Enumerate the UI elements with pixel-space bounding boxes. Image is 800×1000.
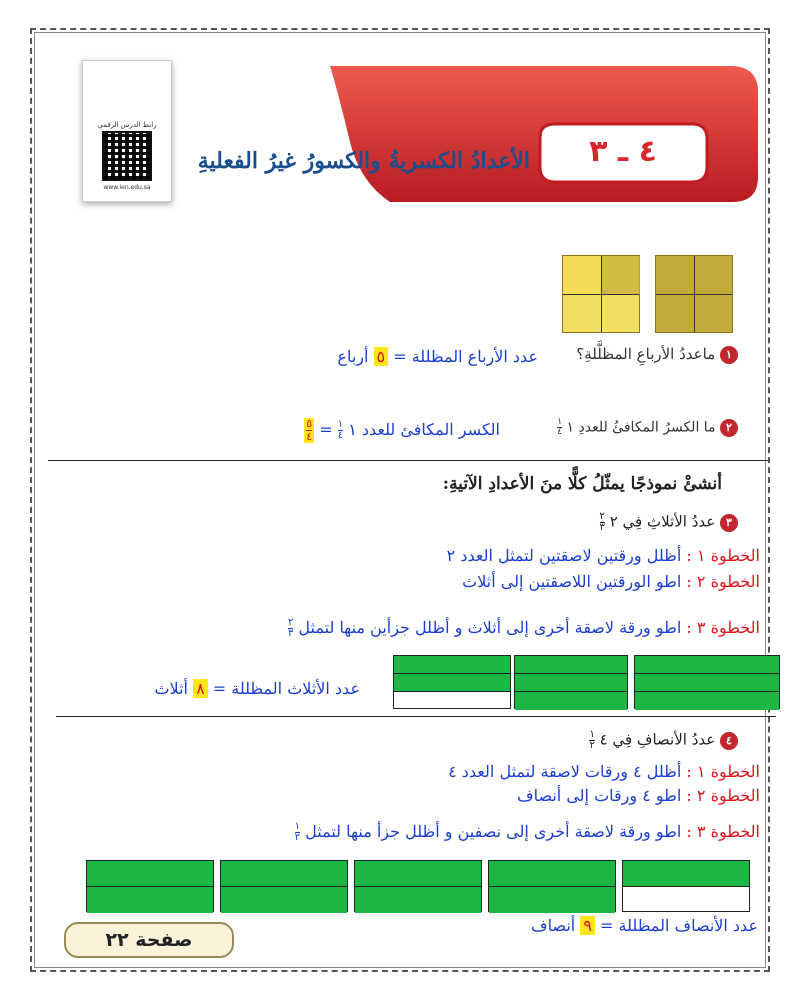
answer-prefix: عدد الأنصاف المظللة = [600, 916, 758, 935]
qr-code-icon [102, 131, 152, 181]
lesson-title: الأعدادُ الكسريةُ والكسورُ غيرُ الفعليةِ [197, 148, 530, 174]
q4-step-3 [295, 822, 760, 843]
question-1 [576, 345, 738, 364]
answer-suffix: أثلاث [154, 679, 188, 698]
answer-suffix: أرباع [337, 347, 369, 366]
step-text: اطو ورقة لاصقة أخرى إلى نصفين و أظلل جزأ منها لتمثل [305, 822, 682, 841]
question-2-answer: الكسر المكافئ للعدد ١ ١ ٤ = ٥ ٤ [306, 417, 500, 443]
question-3-fraction: ٢ ٣ [599, 511, 605, 533]
question-1-text: ماعددُ الأرباعِ المظلَّلةِ؟ [576, 345, 716, 363]
answer-prefix: عدد الأثلاث المظللة = [212, 679, 360, 698]
answer-result-fraction: ٥ ٤ [306, 417, 313, 443]
question-4-heading [589, 730, 738, 751]
step-label: الخطوة ٣ : [686, 822, 760, 841]
halves-strip-full [488, 860, 616, 912]
question-4-answer [531, 916, 758, 935]
qr-url: www.ien.edu.sa [103, 184, 151, 191]
question-3-text: عددُ الأثلاثِ فِي ٢ [609, 512, 716, 531]
instruction-text: أنشئْ نموذجًا يمثّلُ كلًّا منَ الأعدادِ الآتيةِ: [442, 474, 722, 494]
answer-value: ٥ [374, 347, 389, 366]
halves-strip-full [86, 860, 214, 912]
quarters-square-full [655, 255, 733, 333]
thirds-strip-full [634, 655, 780, 709]
page-number: صفحة ٢٢ [64, 922, 234, 958]
qr-caption: رابط الدرس الرقمي [97, 121, 157, 129]
question-1-answer [337, 347, 538, 366]
step-text: اطو الورقتين اللاصقتين إلى أثلاث [462, 572, 682, 591]
step-label: الخطوة ٢ : [686, 572, 760, 591]
step-label: الخطوة ١ : [686, 762, 760, 781]
question-1-number: ١ [720, 346, 738, 364]
quarters-square-partial [562, 255, 640, 333]
thirds-strip-full [514, 655, 628, 709]
step-label: الخطوة ٣ : [686, 618, 760, 637]
step-label: الخطوة ٢ : [686, 786, 760, 805]
step-text: أظلل ٤ ورقات لاصقة لتمثل العدد ٤ [448, 762, 682, 781]
question-3-answer [154, 679, 360, 698]
step-text: اطو ٤ ورقات إلى أنصاف [517, 786, 682, 805]
q3-step-3 [288, 618, 760, 639]
step-text: أظلل ورقتين لاصقتين لتمثل العدد ٢ [446, 546, 682, 565]
step-label: الخطوة ١ : [686, 546, 760, 565]
question-4-fraction: ١ ٢ [589, 729, 595, 751]
answer-prefix: الكسر المكافئ للعدد ١ [348, 420, 500, 439]
halves-strip-full [220, 860, 348, 912]
step-3-fraction: ٢ ٣ [287, 617, 294, 639]
answer-value: ٩ [580, 916, 595, 935]
answer-mixed-fraction: ١ ٤ [337, 419, 344, 441]
thirds-strip-partial [393, 655, 511, 709]
q3-step-1 [447, 546, 760, 565]
step-3-fraction: ١ ٢ [294, 821, 301, 843]
qr-card[interactable] [82, 60, 172, 202]
question-2-fraction: ١ ٤ [557, 417, 563, 437]
divider-2 [56, 716, 776, 717]
q3-step-2 [462, 572, 760, 591]
question-4-text: عددُ الأنصافِ فِي ٤ [599, 730, 716, 749]
question-3-number: ٣ [720, 514, 738, 532]
lesson-number-badge: ٤ ـ ٣ [589, 134, 657, 169]
answer-value: ٨ [193, 679, 208, 698]
step-text: اطو ورقة لاصقة أخرى إلى أثلاث و أظلل جزأين منها لتمثل [298, 618, 682, 637]
answer-suffix: أنصاف [531, 916, 576, 935]
question-4-number: ٤ [720, 732, 738, 750]
q4-step-1 [448, 762, 760, 781]
divider-1 [48, 460, 768, 461]
question-2-text: ما الكسرُ المكافئُ للعددِ ١ [566, 419, 716, 436]
halves-strip-full [354, 860, 482, 912]
q4-step-2 [517, 786, 760, 805]
question-3-heading [600, 512, 738, 533]
question-2 [557, 418, 738, 437]
answer-prefix: عدد الأرباع المظللة = [393, 347, 538, 366]
halves-strip-partial [622, 860, 750, 912]
question-2-number: ٢ [720, 419, 738, 437]
